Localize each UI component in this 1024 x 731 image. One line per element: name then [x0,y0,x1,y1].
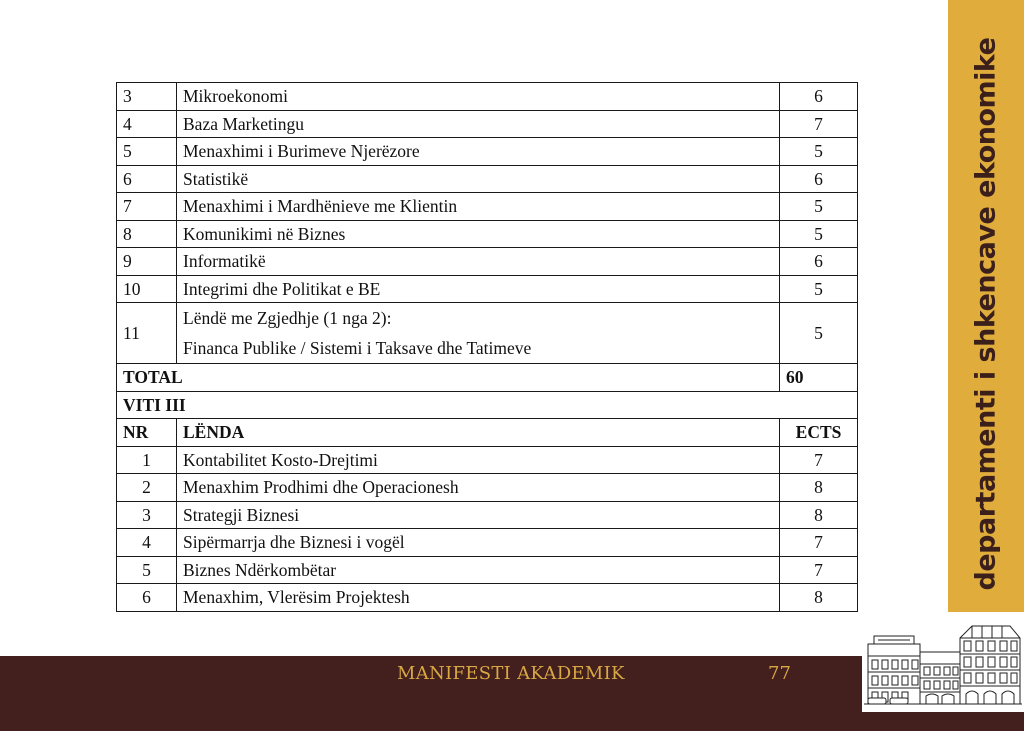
row-ects: 6 [780,83,858,111]
row-subject: Kontabilitet Kosto-Drejtimi [177,446,780,474]
table-row [117,474,858,502]
department-title: departamenti i shkencave ekonomike [970,37,1002,591]
elective-title: Lëndë me Zgjedhje (1 nga 2): [183,308,392,328]
table-row [117,556,858,584]
row-ects: 6 [780,248,858,276]
row-subject: Menaxhim, Vlerësim Projektesh [177,584,780,612]
row-subject: Baza Marketingu [177,110,780,138]
page-number: 77 [768,663,791,684]
row-nr: 10 [117,275,177,303]
row-ects: 8 [780,584,858,612]
header-row [117,419,858,447]
row-nr: 1 [117,446,177,474]
year-heading-row [117,391,858,419]
table-row [117,529,858,557]
row-subject: Menaxhimi i Mardhënieve me Klientin [177,193,780,221]
row-nr: 8 [117,220,177,248]
header-nr: NR [117,419,177,447]
total-value: 60 [780,364,858,392]
elective-options: Financa Publike / Sistemi i Taksave dhe Tatimeve [183,338,532,358]
table-row [117,584,858,612]
row-nr: 11 [117,303,177,364]
row-ects: 5 [780,193,858,221]
row-ects: 7 [780,529,858,557]
table-row [117,165,858,193]
footer-title: MANIFESTI AKADEMIK [397,663,625,684]
table-row [117,193,858,221]
row-nr: 2 [117,474,177,502]
year-heading: VITI III [117,391,858,419]
elective-subject [177,303,780,364]
table-row [117,110,858,138]
row-subject: Menaxhimi i Burimeve Njerëzore [177,138,780,166]
table-row [117,248,858,276]
row-subject: Komunikimi në Biznes [177,220,780,248]
row-subject: Statistikë [177,165,780,193]
row-nr: 6 [117,584,177,612]
table-row [117,220,858,248]
total-row [117,364,858,392]
table-row [117,275,858,303]
table-row [117,138,858,166]
row-ects: 6 [780,165,858,193]
header-subject: LËNDA [177,419,780,447]
row-ects: 5 [780,138,858,166]
row-ects: 5 [780,220,858,248]
row-ects: 5 [780,303,858,364]
row-nr: 4 [117,110,177,138]
curriculum-table [116,82,858,612]
table-row [117,501,858,529]
table-row [117,83,858,111]
row-subject: Biznes Ndërkombëtar [177,556,780,584]
row-nr: 3 [117,83,177,111]
row-subject: Sipërmarrja dhe Biznesi i vogël [177,529,780,557]
row-nr: 5 [117,138,177,166]
row-subject: Integrimi dhe Politikat e BE [177,275,780,303]
header-ects: ECTS [780,419,858,447]
row-nr: 6 [117,165,177,193]
elective-row [117,303,858,364]
row-nr: 9 [117,248,177,276]
row-ects: 7 [780,110,858,138]
row-subject: Menaxhim Prodhimi dhe Operacionesh [177,474,780,502]
row-nr: 3 [117,501,177,529]
row-ects: 5 [780,275,858,303]
row-subject: Strategji Biznesi [177,501,780,529]
row-subject: Mikroekonomi [177,83,780,111]
row-subject: Informatikë [177,248,780,276]
table-row [117,446,858,474]
building-illustration [862,612,1024,712]
row-ects: 8 [780,501,858,529]
row-nr: 5 [117,556,177,584]
row-ects: 8 [780,474,858,502]
row-ects: 7 [780,446,858,474]
row-ects: 7 [780,556,858,584]
total-label: TOTAL [117,364,780,392]
row-nr: 4 [117,529,177,557]
row-nr: 7 [117,193,177,221]
building-icon [862,612,1024,712]
